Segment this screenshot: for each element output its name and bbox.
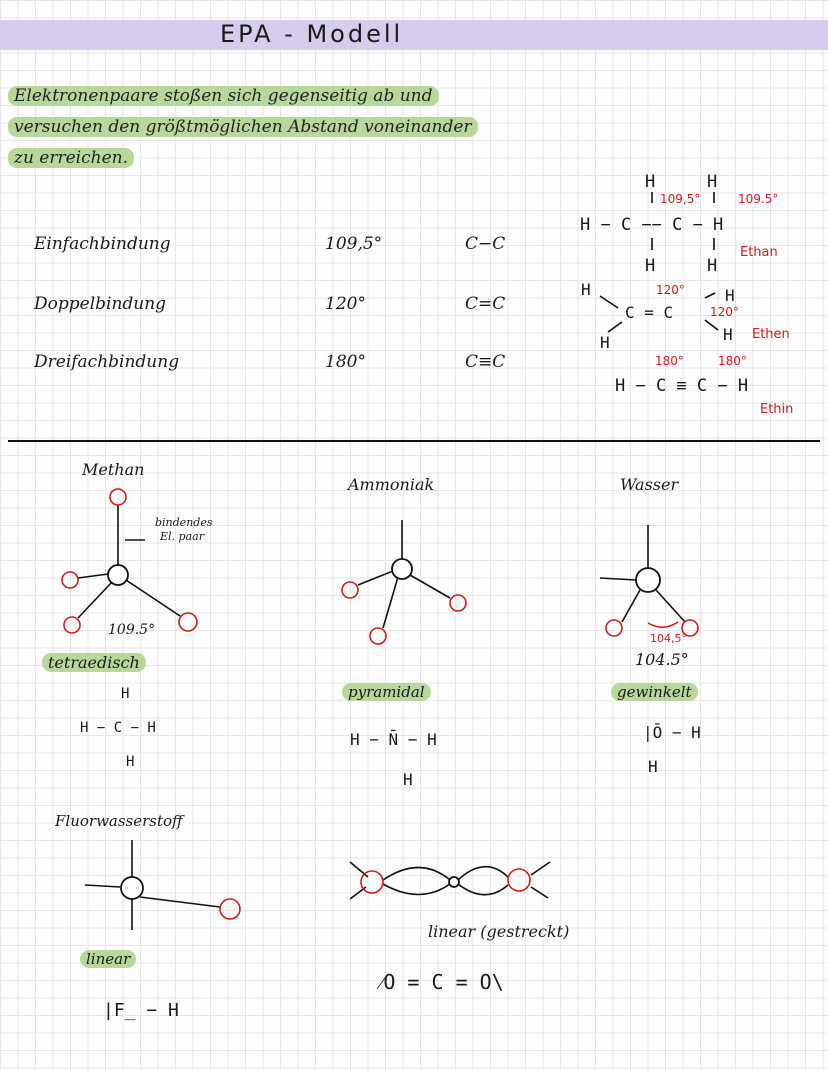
- methan-formula-h-top: H: [121, 686, 130, 702]
- bond-angle-single: 109,5°: [325, 234, 383, 254]
- ethen-chain: C = C: [625, 303, 674, 322]
- ethen-angle-1: 120°: [656, 283, 685, 297]
- bond-angle-triple: 180°: [325, 352, 366, 372]
- ethan-chain: H − C −− C − H: [580, 215, 724, 235]
- hf-atom-red: [220, 899, 240, 919]
- bond-angle-double: 120°: [325, 294, 366, 314]
- wasser-atom-red: [682, 620, 698, 636]
- wasser-formula-row: |Ō − H: [643, 723, 701, 742]
- ethen-bond-tick: [705, 320, 718, 330]
- ethan-h-bottom-right: H: [707, 256, 718, 276]
- ethen-h-bottom-left: H: [600, 333, 610, 352]
- ethan-h-bottom-left: H: [645, 256, 656, 276]
- ammoniak-atom-red: [450, 595, 466, 611]
- methan-bond: [78, 574, 108, 578]
- ethin-angle-2: 180°: [718, 354, 747, 368]
- methan-atom-red: [64, 617, 80, 633]
- methan-bond: [78, 582, 112, 618]
- wasser-angle-arc: [648, 622, 678, 627]
- ammoniak-bond: [410, 575, 450, 598]
- ethan-label: Ethan: [740, 245, 778, 260]
- ethen-bond-tick: [600, 296, 618, 308]
- co2-bond: [350, 862, 368, 877]
- methan-atom-red: [179, 613, 197, 631]
- methan-formula-h-bottom: H: [126, 754, 135, 770]
- methan-formula-row: H − C − H: [80, 720, 156, 736]
- ammoniak-central-atom: [392, 559, 412, 579]
- co2-lobe: [458, 867, 508, 880]
- wasser-atom-red: [606, 620, 622, 636]
- ethen-label: Ethen: [752, 327, 790, 342]
- ammoniak-shape: pyramidal: [342, 683, 431, 701]
- fluorwasserstoff-shape: linear: [80, 950, 136, 968]
- wasser-shape: gewinkelt: [611, 683, 698, 701]
- ethan-h-top-right: H: [707, 172, 718, 192]
- methan-shape: tetraedisch: [42, 653, 146, 672]
- ammoniak-bond: [383, 577, 398, 628]
- bond-name-double: Doppelbindung: [34, 294, 167, 314]
- methan-central-atom: [108, 565, 128, 585]
- bond-formula-single: C−C: [465, 234, 506, 254]
- fluorwasserstoff-label: Fluorwasserstoff: [55, 812, 183, 830]
- co2-formula: ⁄O = C = O\: [380, 970, 504, 994]
- ethan-angle-1: 109,5°: [660, 192, 701, 206]
- co2-shape: linear (gestreckt): [428, 922, 570, 941]
- ammoniak-atom-red: [342, 582, 358, 598]
- co2-atom-red: [361, 871, 383, 893]
- co2-central-atom: [449, 877, 459, 887]
- hf-bond: [85, 885, 120, 887]
- methan-annotation-1: bindendes: [155, 516, 213, 529]
- wasser-formula-h-bottom: H: [648, 757, 658, 776]
- ethen-bond-tick: [705, 293, 715, 298]
- ammoniak-bond: [358, 571, 393, 585]
- ammoniak-atom-red: [370, 628, 386, 644]
- page-title: EPA - Modell: [220, 20, 404, 48]
- ethan-angle-2: 109.5°: [738, 192, 779, 206]
- co2-lobe: [458, 884, 508, 895]
- ammoniak-formula-h-bottom: H: [403, 770, 413, 789]
- ethen-h-top-right: H: [725, 286, 735, 305]
- co2-lobe: [383, 868, 450, 881]
- ammoniak-label: Ammoniak: [348, 475, 435, 494]
- fluorwasserstoff-formula: |F̲ − H: [103, 1000, 179, 1021]
- ethen-h-bottom-right: H: [723, 325, 733, 344]
- bond-name-triple: Dreifachbindung: [34, 352, 180, 372]
- ethen-bond-tick: [608, 322, 622, 332]
- ethen-h-top-left: H: [581, 280, 591, 299]
- ethin-angle-1: 180°: [655, 354, 684, 368]
- wasser-angle: 104.5°: [635, 650, 689, 669]
- wasser-angle-small: 104,5°: [650, 632, 687, 645]
- co2-bond: [531, 887, 548, 898]
- co2-bond: [531, 862, 550, 875]
- wasser-label: Wasser: [620, 475, 679, 494]
- methan-annotation-2: El. paar: [160, 530, 204, 543]
- bond-formula-triple: C≡C: [465, 352, 506, 372]
- hf-bond: [140, 897, 220, 907]
- methan-atom-red: [62, 572, 78, 588]
- methan-angle: 109.5°: [108, 622, 156, 638]
- ethen-angle-2: 120°: [710, 305, 739, 319]
- wasser-central-atom: [636, 568, 660, 592]
- wasser-bond: [622, 590, 640, 622]
- intro-line-1: Elektronenpaare stoßen sich gegenseitig ab und: [8, 86, 439, 106]
- methan-label: Methan: [82, 460, 145, 479]
- intro-line-3: zu erreichen.: [8, 148, 134, 168]
- methan-bond: [126, 580, 180, 616]
- wasser-bond: [600, 578, 636, 580]
- hf-central-atom: [121, 877, 143, 899]
- co2-lobe: [383, 884, 450, 895]
- ethan-h-top-left: H: [645, 172, 656, 192]
- methan-atom-red: [110, 489, 126, 505]
- ethin-chain: H − C ≡ C − H: [615, 376, 749, 396]
- bond-name-single: Einfachbindung: [34, 234, 171, 254]
- intro-line-2: versuchen den größtmöglichen Abstand voneinander: [8, 117, 478, 137]
- bond-formula-double: C=C: [465, 294, 506, 314]
- ethin-label: Ethin: [760, 402, 794, 417]
- wasser-bond: [656, 590, 685, 622]
- ammoniak-formula-row: H − N̄ − H: [350, 730, 437, 749]
- co2-atom-red: [508, 869, 530, 891]
